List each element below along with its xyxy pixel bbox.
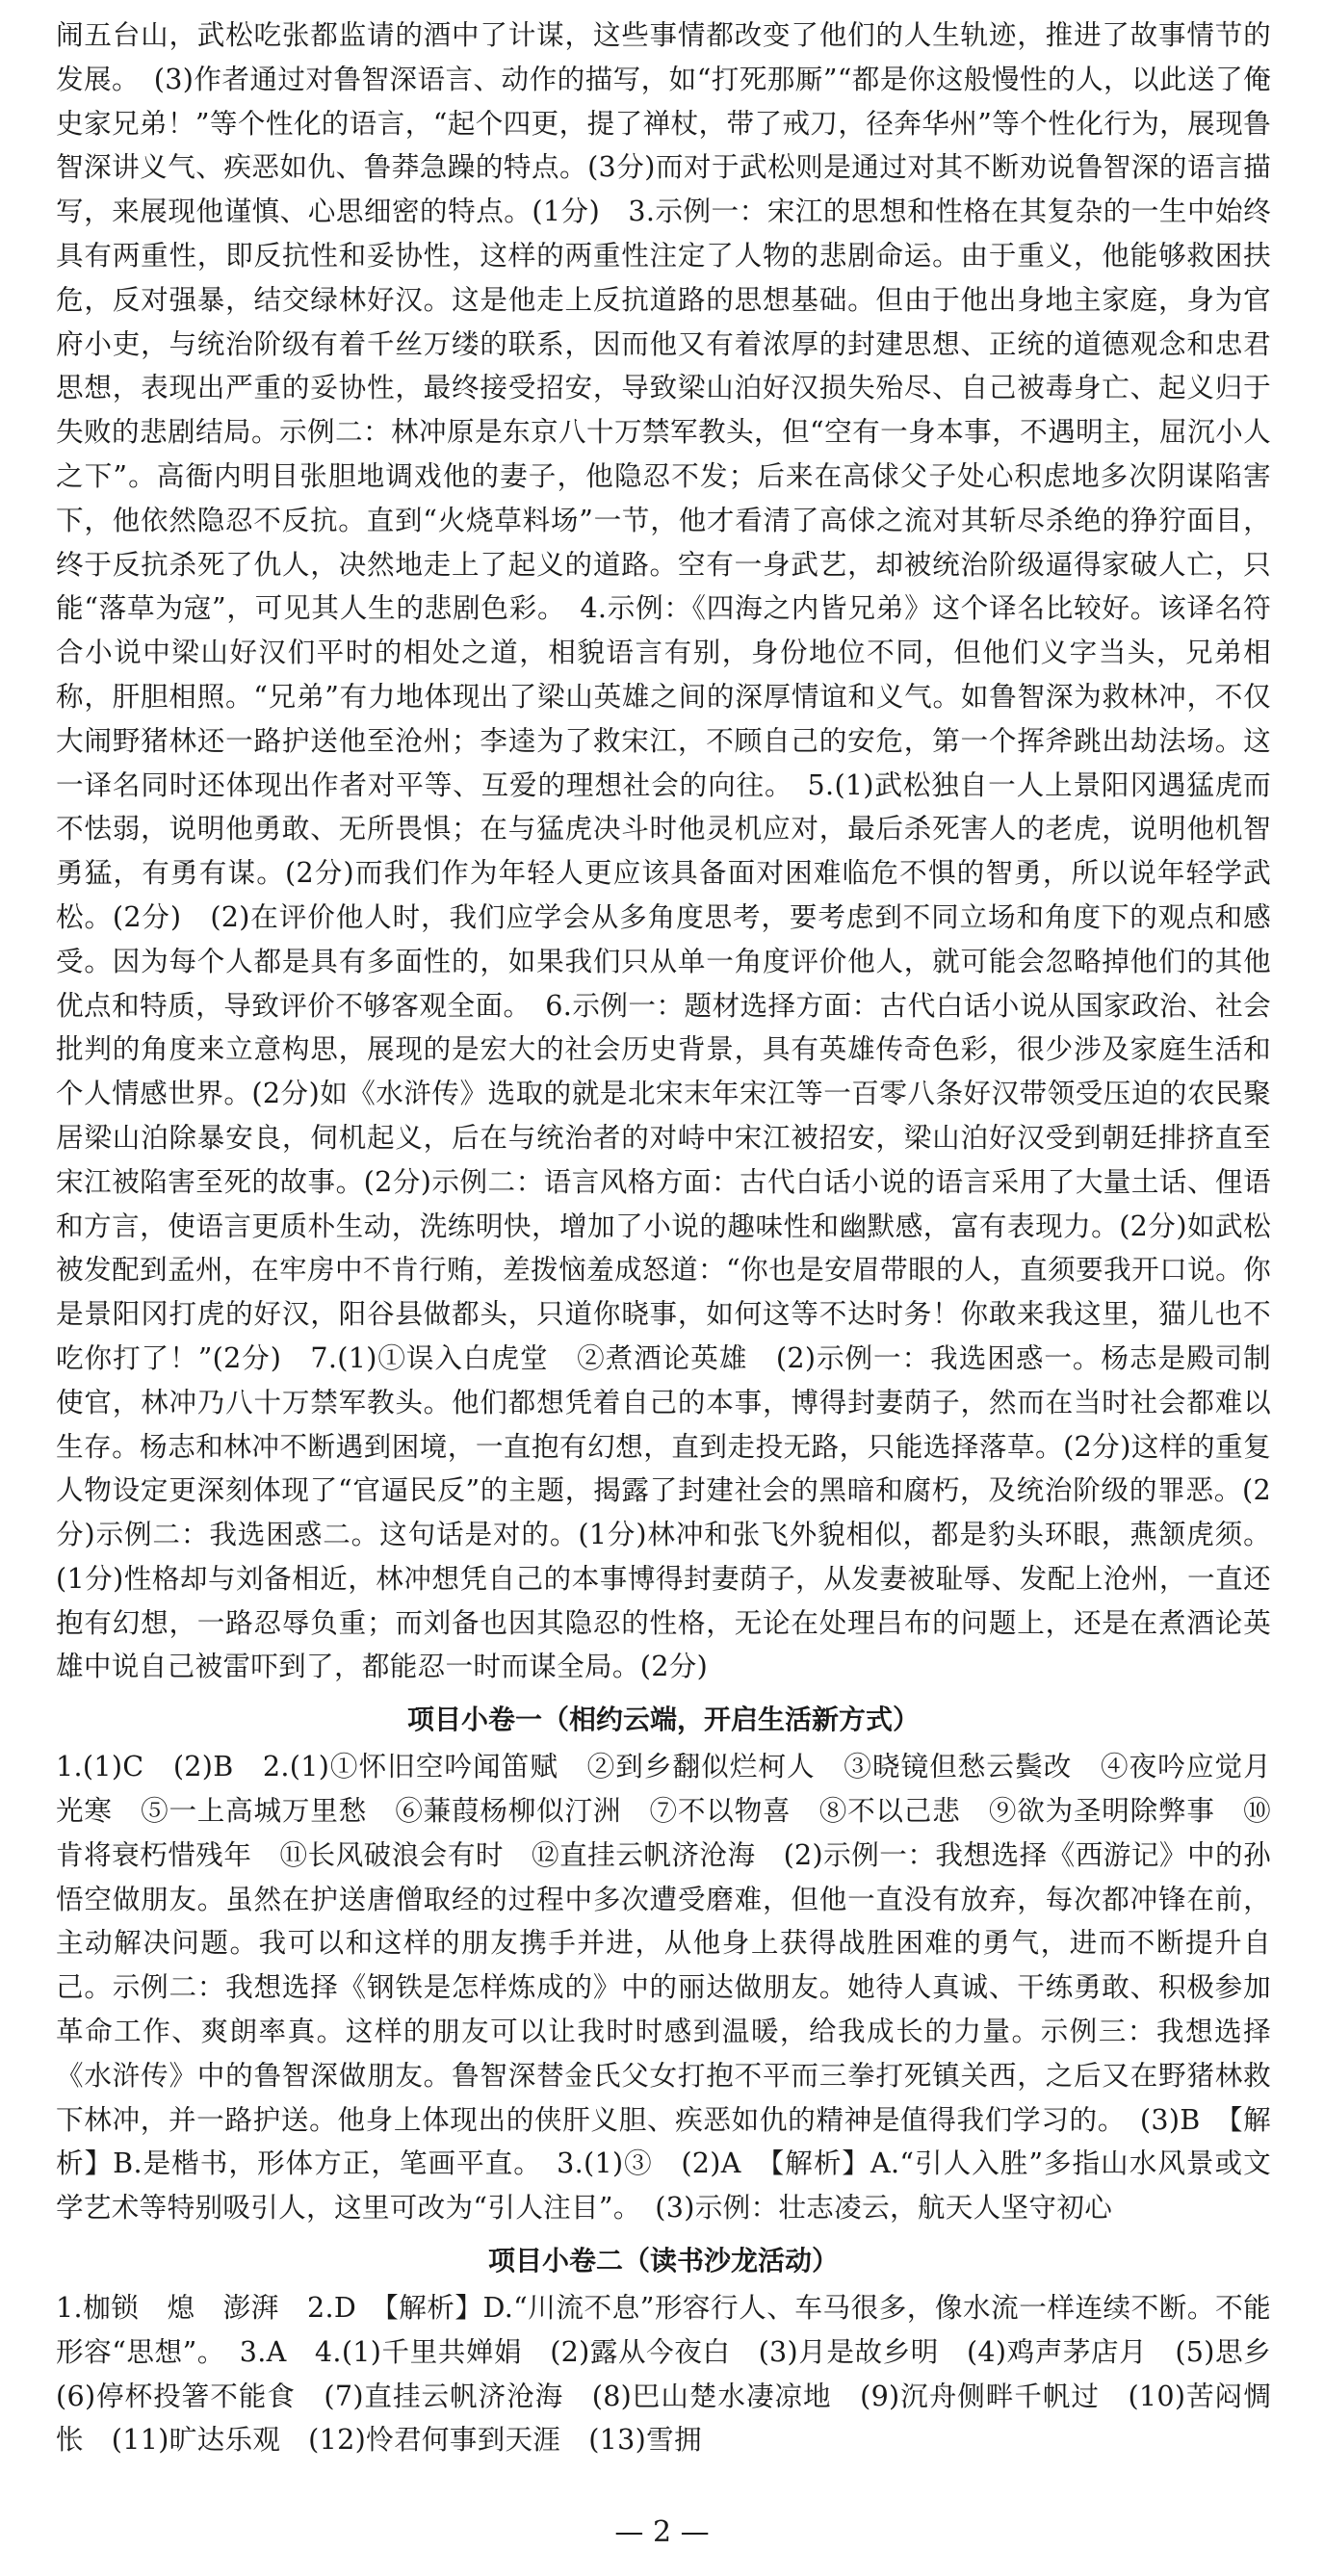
answer-paragraph-continued: 闹五台山，武松吃张都监请的酒中了计谋，这些事情都改变了他们的人生轨迹，推进了故事情节的发展。 (3)作者通过对鲁智深语言、动作的描写，如“打死那厮”“都是你这般慢性的人，以此送了俺史家兄弟！”等个性化的语言，“起个四更，提了禅杖，带了戒刀，径奔华州”等个性化行为，展现鲁智深讲义气、疾恶如仇、鲁莽急躁的特点。(3分)而对于武松则是通过对其不断劝说鲁智深的语言描写，来展现他谨慎、心思细密的特点。(1分) 3.示例一：宋江的思想和性格在其复杂的一生中始终具有两重性，即反抗性和妥协性，这样的两重性注定了人物的悲剧命运。由于重义，他能够救困扶危，反对强暴，结交绿林好汉。这是他走上反抗道路的思想基础。但由于他出身地主家庭，身为官府小吏，与统治阶级有着千丝万缕的联系，因而他又有着浓厚的封建思想、正统的道德观念和忠君思想，表现出严重的妥协性，最终接受招安，导致梁山泊好汉损失殆尽、自己被毒身亡、起义归于失败的悲剧结局。示例二：林冲原是东京八十万禁军教头，但“空有一身本事，不遇明主，屈沉小人之下”。高衙内明目张胆地调戏他的妻子，他隐忍不发；后来在高俅父子处心积虑地多次阴谋陷害下，他依然隐忍不反抗。直到“火烧草料场”一节，他才看清了高俅之流对其斩尽杀绝的狰狞面目，终于反抗杀死了仇人，决然地走上了起义的道路。空有一身武艺，却被统治阶级逼得家破人亡，只能“落草为寇”，可见其人生的悲剧色彩。 4.示例：《四海之内皆兄弟》这个译名比较好。该译名符合小说中梁山好汉们平时的相处之道，相貌语言有别，身份地位不同，但他们义字当头，兄弟相称，肝胆相照。“兄弟”有力地体现出了梁山英雄之间的深厚情谊和义气。如鲁智深为救林冲，不仅大闹野猪林还一路护送他至沧州；李逵为了救宋江，不顾自己的安危，第一个挥斧跳出劫法场。这一译名同时还体现出作者对平等、互爱的理想社会的向往。 5.(1)武松独自一人上景阳冈遇猛虎而不怯弱，说明他勇敢、无所畏惧；在与猛虎决斗时他灵机应对，最后杀死害人的老虎，说明他机智勇猛，有勇有谋。(2分)而我们作为年轻人更应该具备面对困难临危不惧的智勇，所以说年轻学武松。(2分) (2)在评价他人时，我们应学会从多角度思考，要考虑到不同立场和角度下的观点和感受。因为每个人都是具有多面性的，如果我们只从单一角度评价他人，就可能会忽略掉他们的其他优点和特质，导致评价不够客观全面。 6.示例一：题材选择方面：古代白话小说从国家政治、社会批判的角度来立意构思，展现的是宏大的社会历史背景，具有英雄传奇色彩，很少涉及家庭生活和个人情感世界。(2分)如《水浒传》选取的就是北宋末年宋江等一百零八条好汉带领受压迫的农民聚居梁山泊除暴安良，伺机起义，后在与统治者的对峙中宋江被招安，梁山泊好汉受到朝廷排挤直至宋江被陷害至死的故事。(2分)示例二：语言风格方面：古代白话小说的语言采用了大量土话、俚语和方言，使语言更质朴生动，洗练明快，增加了小说的趣味性和幽默感，富有表现力。(2分)如武松被发配到孟州，在牢房中不肯行贿，差拨恼羞成怒道：“你也是安眉带眼的人，直须要我开口说。你是景阳冈打虎的好汉，阳谷县做都头，只道你晓事，如何这等不达时务！你敢来我这里，猫儿也不吃你打了！”(2分) 7.(1)①误入白虎堂 ②煮酒论英雄 (2)示例一：我选困惑一。杨志是殿司制使官，林冲乃八十万禁军教头。他们都想凭着自己的本事，博得封妻荫子，然而在当时社会都难以生存。杨志和林冲不断遇到困境，一直抱有幻想，直到走投无路，只能选择落草。(2分)这样的重复人物设定更深刻体现了“官逼民反”的主题，揭露了封建社会的黑暗和腐朽，及统治阶级的罪恶。(2分)示例二：我选困惑二。这句话是对的。(1分)林冲和张飞外貌相似，都是豹头环眼，燕颔虎须。(1分)性格却与刘备相近，林冲想凭自己的本事博得封妻荫子，从发妻被耻辱、发配上沧州，一直还抱有幻想，一路忍辱负重；而刘备也因其隐忍的性格，无论在处理吕布的问题上，还是在煮酒论英雄中说自己被雷吓到了，都能忍一时而谋全局。(2分) (56, 18, 1271, 1683)
page-number: — 2 — (614, 2515, 710, 2549)
section-title-project-1: 项目小卷一（相约云端，开启生活新方式） (406, 1704, 920, 1736)
section-title-project-2: 项目小卷二（读书沙龙活动） (487, 2245, 839, 2277)
answer-page (56, 13, 1299, 2462)
answer-paragraph-project-2: 1.枷锁 熄 澎湃 2.D 【解析】D.“川流不息”形容行人、车马很多，像水流一样连续不断。不能形容“思想”。 3.A 4.(1)千里共婵娟 (2)露从今夜白 (3)月是故乡明 (4)鸡声茅店月 (5)思乡 (6)停杯投箸不能食 (7)直挂云帆济沧海 (8)巴山楚水凄凉地 (9)沉舟侧畔千帆过 (10)苦闷惆怅 (11)旷达乐观 (12)怜君何事到天涯 (13)雪拥 (56, 2291, 1299, 2457)
answer-paragraph-project-1: 1.(1)C (2)B 2.(1)①怀旧空吟闻笛赋 ②到乡翻似烂柯人 ③晓镜但愁云鬓改 ④夜吟应觉月光寒 ⑤一上高城万里愁 ⑥蒹葭杨柳似汀洲 ⑦不以物喜 ⑧不以己悲 ⑨欲为圣明除弊事 ⑩肯将衰朽惜残年 ⑪长风破浪会有时 ⑫直挂云帆济沧海 (2)示例一：我想选择《西游记》中的孙悟空做朋友。虽然在护送唐僧取经的过程中多次遭受磨难，但他一直没有放弃，每次都冲锋在前，主动解决问题。我可以和这样的朋友携手并进，从他身上获得战胜困难的勇气，进而不断提升自己。示例二：我想选择《钢铁是怎样炼成的》中的丽达做朋友。她待人真诚、干练勇敢、积极参加革命工作、爽朗率真。这样的朋友可以让我时时感到温暖，给我成长的力量。示例三：我想选择《水浒传》中的鲁智深做朋友。鲁智深替金氏父女打抱不平而三拳打死镇关西，之后又在野猪林救下林冲，并一路护送。他身上体现出的侠肝义胆、疾恶如仇的精神是值得我们学习的。 (3)B 【解析】B.是楷书，形体方正，笔画平直。 3.(1)③ (2)A 【解析】A.“引人入胜”多指山水风景或文学艺术等特别吸引人，这里可改为“引人注目”。 (3)示例：壮志凌云，航天人坚守初心 (56, 1750, 1271, 2225)
